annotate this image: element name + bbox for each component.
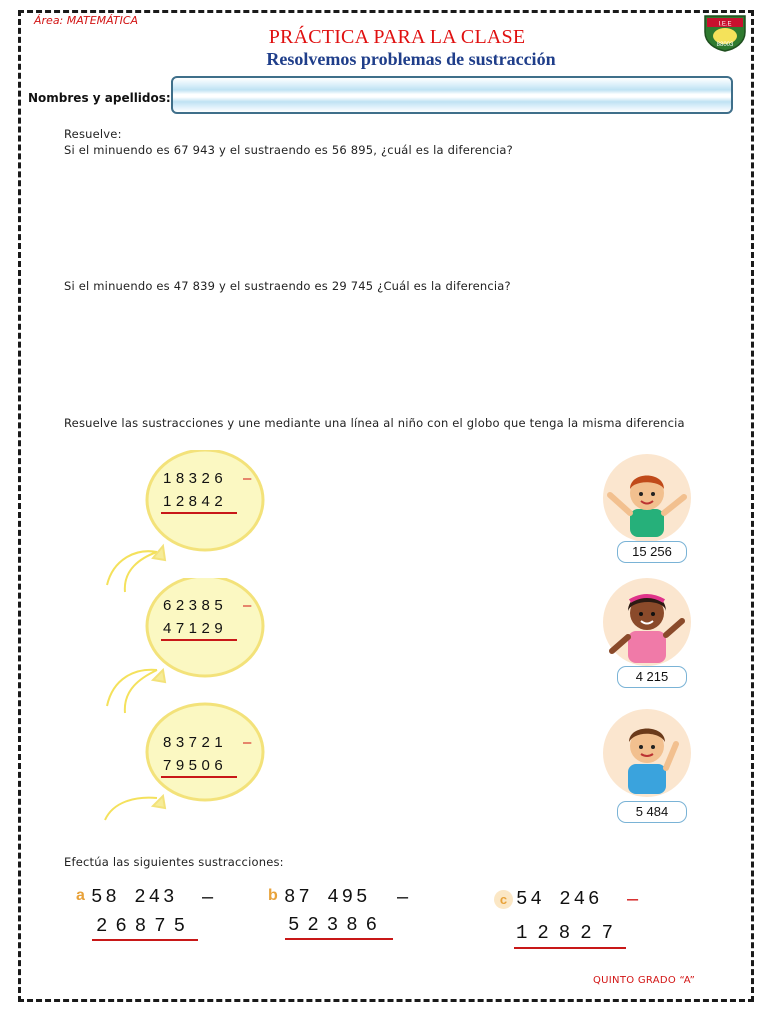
exercise-c-letter: c: [494, 890, 513, 909]
school-shield-logo: [700, 12, 750, 52]
exercise-a-minus: –: [202, 886, 214, 908]
balloon-1-minuend: 18326: [163, 470, 228, 487]
grade-footer: QUINTO GRADO “A”: [593, 975, 696, 986]
exercise-b-subtrahend: 52386: [288, 914, 386, 936]
kid-2-result: 4 215: [617, 666, 687, 688]
balloon-2-underline: [161, 639, 237, 641]
balloon-1-underline: [161, 512, 237, 514]
exercise-b-underline: [285, 938, 393, 940]
balloon-3-underline: [161, 776, 237, 778]
exercise-c-minus: –: [627, 888, 639, 910]
kid-3-illustration[interactable]: [602, 708, 692, 798]
exercise-a-subtrahend: 26875: [96, 915, 194, 937]
kid-1-result: 15 256: [617, 541, 687, 563]
balloon-3-subtrahend: 79506: [163, 757, 228, 774]
exercise-b-letter: b: [268, 887, 278, 904]
exercise-b-minuend: 87 495: [284, 886, 371, 908]
balloon-2-minus: –: [243, 597, 252, 614]
question-1: Si el minuendo es 67 943 y el sustraendo es 56 895, ¿cuál es la diferencia?: [64, 143, 513, 157]
exercises-instruction: Efectúa las siguientes sustracciones:: [64, 855, 284, 869]
exercise-b-minus: –: [397, 886, 409, 908]
exercise-c-subtrahend: 12827: [516, 922, 624, 944]
exercise-a-underline: [92, 939, 198, 941]
exercise-a-minuend: 58 243: [91, 886, 178, 908]
balloon-2-minuend: 62385: [163, 597, 228, 614]
logo-text: I.E.E: [718, 21, 732, 28]
question-2: Si el minuendo es 47 839 y el sustraendo es 29 745 ¿Cuál es la diferencia?: [64, 279, 511, 293]
balloon-2-subtrahend: 47129: [163, 620, 228, 637]
balloon-1-subtrahend: 12842: [163, 493, 228, 510]
name-input-field[interactable]: [171, 76, 733, 114]
kid-1-illustration[interactable]: [602, 453, 692, 543]
balloon-3-minuend: 83721: [163, 734, 228, 751]
kid-3-result: 5 484: [617, 801, 687, 823]
page-subtitle: Resolvemos problemas de sustracción: [266, 49, 556, 69]
resuelve-label: Resuelve:: [64, 127, 122, 141]
exercise-a-letter: a: [76, 887, 85, 904]
area-label: Área: MATEMÁTICA: [34, 14, 139, 27]
balloon-3[interactable]: [95, 702, 275, 827]
balloon-3-minus: –: [243, 734, 252, 751]
page-title: PRÁCTICA PARA LA CLASE: [268, 26, 526, 48]
matching-instruction: Resuelve las sustracciones y une mediante una línea al niño con el globo que tenga la misma diferencia: [64, 416, 685, 430]
kid-2-illustration[interactable]: [602, 577, 692, 667]
name-label: Nombres y apellidos:: [28, 91, 171, 105]
exercise-c-minuend: 54 246: [516, 888, 603, 910]
logo-number: 88003: [716, 42, 734, 48]
balloon-1-minus: –: [243, 470, 252, 487]
exercise-c-underline: [514, 947, 626, 949]
